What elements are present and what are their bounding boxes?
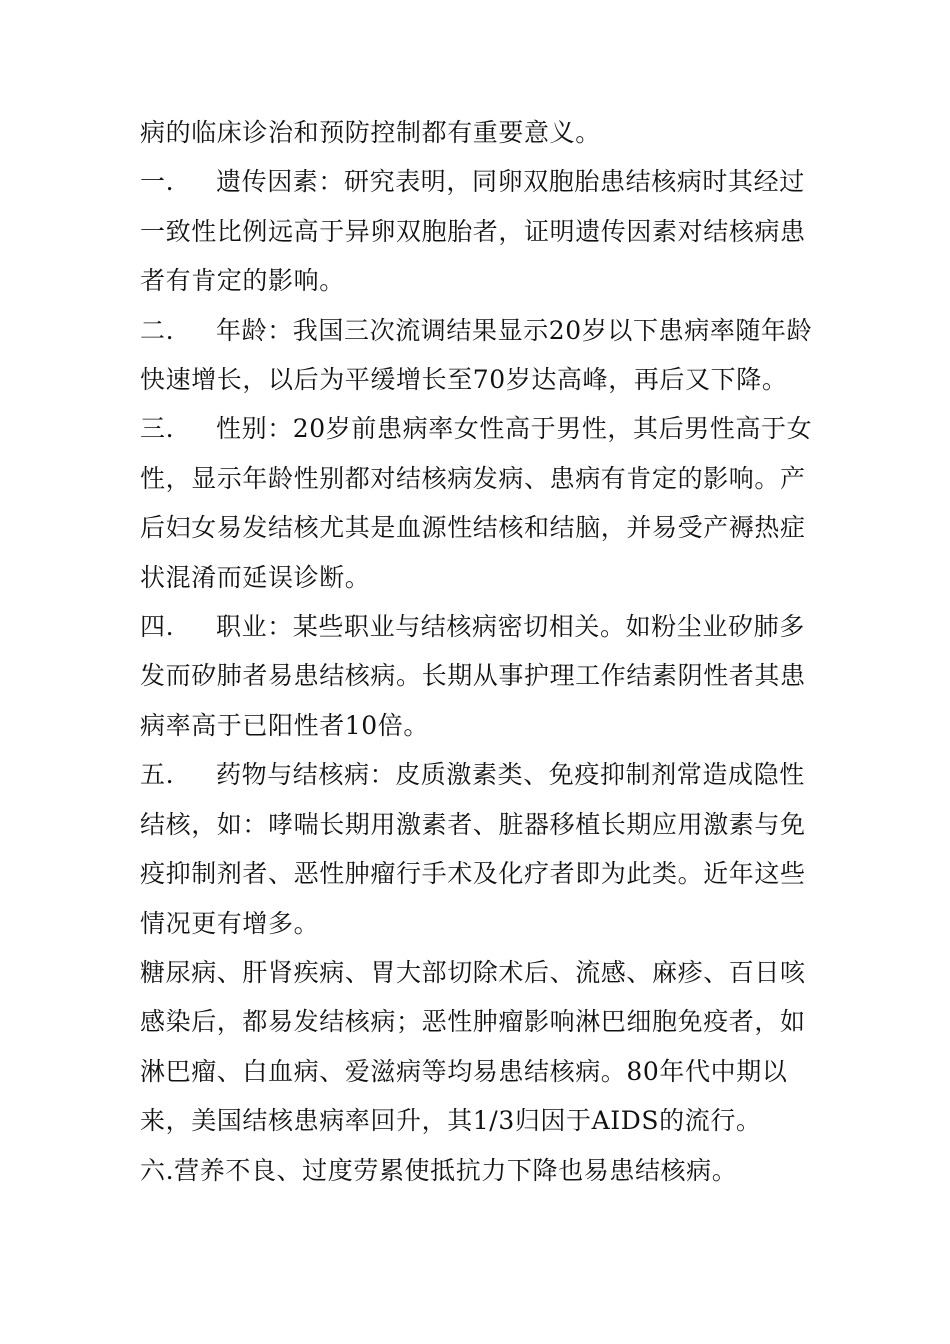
paragraph-text: 药物与结核病：皮质激素类、免疫抑制剂常造成隐性结核，如：哮喘长期用激素者、脏器移植长期应用激素与免疫抑制剂者、恶性肿瘤行手术及化疗者即为此类。近年这些情况更有增多。 [140, 760, 806, 938]
paragraph-text: 职业：某些职业与结核病密切相关。如粉尘业矽肺多发而矽肺者易患结核病。长期从事护理工作结素阴性者其患病率高于已阳性者10倍。 [140, 612, 806, 740]
document-body [140, 108, 830, 1195]
paragraph-item-6 [140, 1146, 830, 1195]
paragraph-text: 营养不良、过度劳累使抵抗力下降也易患结核病。 [174, 1155, 738, 1185]
list-marker: 三. [140, 414, 175, 444]
paragraph-text: 性别：20岁前患病率女性高于男性，其后男性高于女性，显示年龄性别都对结核病发病、患病有肯定的影响。产后妇女易发结核尤其是血源性结核和结脑，并易受产褥热症状混淆而延误诊断。 [140, 414, 813, 592]
paragraph-diseases [140, 948, 830, 1146]
paragraph-item-4 [140, 602, 830, 750]
list-marker: 四. [140, 612, 175, 642]
paragraph-intro-tail [140, 108, 830, 157]
list-marker: 六. [140, 1155, 175, 1185]
paragraph-item-2 [140, 306, 830, 405]
list-marker: 一. [140, 167, 175, 197]
paragraph-item-3 [140, 404, 830, 602]
paragraph-text: 年龄：我国三次流调结果显示20岁以下患病率随年龄快速增长，以后为平缓增长至70岁达高峰，再后又下降。 [140, 315, 813, 395]
list-marker: 五. [140, 760, 175, 790]
paragraph-item-1 [140, 157, 830, 305]
paragraph-text: 病的临床诊治和预防控制都有重要意义。 [140, 118, 601, 147]
paragraph-text: 糖尿病、肝肾疾病、胃大部切除术后、流感、麻疹、百日咳感染后，都易发结核病；恶性肿瘤影响淋巴细胞免疫者，如淋巴瘤、白血病、爱滋病等均易患结核病。80年代中期以来，美国结核患病率回升，其1/3归因于AIDS的流行。 [140, 957, 806, 1136]
paragraph-item-5 [140, 750, 830, 948]
list-marker: 二. [140, 315, 175, 345]
paragraph-text: 遗传因素：研究表明，同卵双胞胎患结核病时其经过一致性比例远高于异卵双胞胎者，证明遗传因素对结核病患者有肯定的影响。 [140, 167, 806, 296]
